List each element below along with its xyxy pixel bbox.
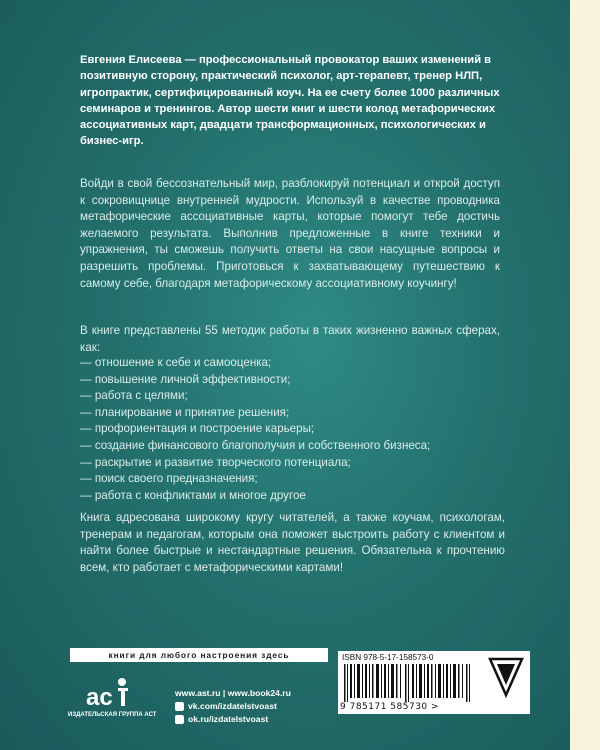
- list-item: — планирование и принятие решения;: [80, 405, 290, 419]
- vk-link[interactable]: vk.com/izdatelstvoast: [188, 701, 277, 711]
- ok-icon: [175, 715, 184, 724]
- methods-lead: В книге представлены 55 методик работы в таких жизненно важных сферах, как:: [80, 324, 500, 354]
- isbn-label: ISBN 978-5-17-158573-0: [342, 653, 434, 662]
- tagline-bar: книги для любого настроения здесь: [70, 648, 328, 662]
- publisher-links: [175, 687, 291, 726]
- list-item: — профориентация и построение карьеры;: [80, 422, 315, 436]
- intro-paragraph: Войди в свой бессознательный мир, разблокируй потенциал и открой доступ к сокровищнице внутренней мудрости. Используй в качестве проводника метафорические ассоциативные карты, которые помогут тебе достичь желаемого результата. Выполнив предложенные в книге техники и упражнения, ты сможешь получить ответы на свои насущные вопросы и разрешить проблемы. Приготовься к захватывающему путешествию к самому себе, благодаря метафорическому ассоциативному коучингу!: [80, 177, 500, 290]
- barcode-box: [338, 651, 530, 714]
- spine-edge: [570, 0, 600, 750]
- list-item: — работа с конфликтами и многое другое: [80, 488, 306, 502]
- ok-row: [175, 713, 291, 726]
- list-item: — поиск своего предназначения;: [80, 472, 258, 486]
- publisher-caption: ИЗДАТЕЛЬСКАЯ ГРУППА АСТ: [68, 712, 157, 718]
- list-item: — раскрытие и развитие творческого потенциала;: [80, 455, 351, 469]
- list-item: — отношение к себе и самооценка;: [80, 356, 272, 369]
- author-bio: Евгения Елисеева — профессиональный провокатор ваших изменений в позитивную сторону, практический психолог, арт-терапевт, тренер НЛП, игропрактик, сертифицированный коуч. На ее счету более 1000 различных семинаров и тренингов. Автор шести книг и шести колод метафорических ассоциативных карт, двадцати трансформационных, психологических и бизнес-игр.: [80, 54, 500, 148]
- websites-link[interactable]: www.ast.ru | www.book24.ru: [175, 688, 291, 698]
- websites-row: [175, 687, 291, 700]
- vk-icon: [175, 702, 184, 711]
- barcode-bars-icon: [342, 664, 482, 702]
- ast-logo-icon: [84, 672, 134, 712]
- list-item: — работа с целями;: [80, 389, 188, 403]
- age-rating-triangle-icon: [488, 655, 524, 699]
- vk-row: [175, 700, 291, 713]
- barcode-number: 9 785171 585730 >: [340, 702, 440, 712]
- list-item: — создание финансового благополучия и собственного бизнеса;: [80, 438, 431, 452]
- ok-link[interactable]: ok.ru/izdatelstvoast: [188, 714, 269, 724]
- list-item: — повышение личной эффективности;: [80, 372, 291, 386]
- audience-paragraph: Книга адресована широкому кругу читателей, а также коучам, психологам, тренерам и педагогам, которым она поможет выстроить работу с клиентом и найти более быстрые и нестандартные решения. Обязательна к прочтению всем, кто работает с метафорическими картами!: [80, 511, 505, 574]
- logo-text: ас: [86, 684, 113, 711]
- methods-list: [80, 355, 520, 504]
